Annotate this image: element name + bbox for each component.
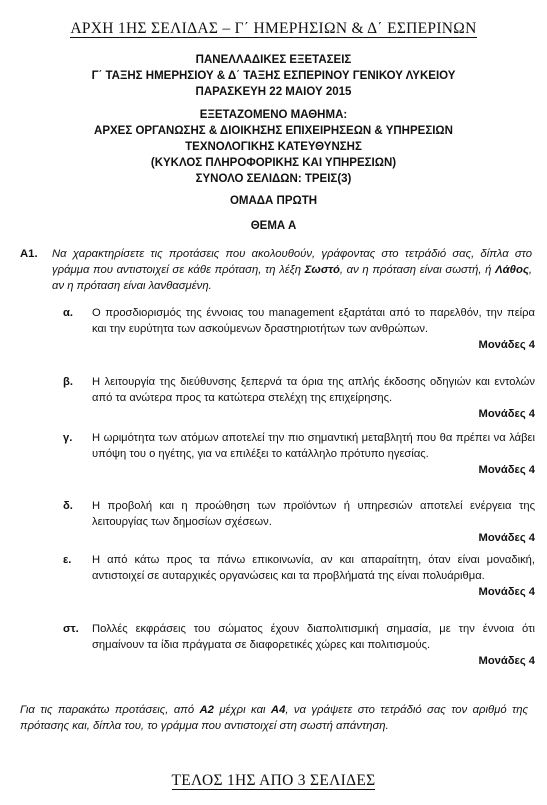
group-title: ΟΜΑΔΑ ΠΡΩΤΗ: [229, 195, 318, 207]
exam-title: ΠΑΝΕΛΛΑΔΙΚΕΣ ΕΞΕΤΑΣΕΙΣ: [195, 54, 352, 66]
statement-epsilon: [63, 552, 535, 600]
total-pages: ΣΥΝΟΛΟ ΣΕΛΙΔΩΝ: ΤΡΕΙΣ(3): [195, 173, 352, 185]
statement-letter: γ.: [63, 432, 73, 444]
statement-marks: Μονάδες 4: [478, 408, 535, 420]
statement-stigma: [63, 621, 535, 669]
word-true: Σωστό: [304, 264, 340, 276]
statement-text: Ο προσδιορισμός της έννοιας του management εξαρτάται από το παρελθόν, την πείρα και την ευρύτητα των ασκούμενων δραστηριοτήτων των ανθρώπων.: [92, 307, 535, 335]
statement-delta: [63, 498, 535, 546]
statement-marks: Μονάδες 4: [478, 339, 535, 351]
exam-date: ΠΑΡΑΣΚΕΥΗ 22 ΜΑΙΟΥ 2015: [195, 86, 352, 98]
statement-text: Η από κάτω προς τα πάνω επικοινωνία, αν και απαραίτητη, όταν είναι μοναδική, αντιστοιχεί σε αυταρχικές οργανώσεις και τα προβλήματά της είναι πολυάριθμα.: [92, 554, 535, 582]
question-a1: [20, 246, 532, 294]
statement-beta: [63, 374, 535, 422]
page-footer-text: ΤΕΛΟΣ 1ΗΣ ΑΠΟ 3 ΣΕΛΙΔΕΣ: [171, 772, 376, 789]
instructions-a2-a4: Για τις παρακάτω προτάσεις, από Α2 μέχρι και Α4, να γράψετε στο τετράδιό σας τον αριθμό της πρότασης και, δίπλα του, το γράμμα που αντιστοιχεί στη σωστή απάντηση.: [20, 704, 528, 732]
statement-letter: δ.: [63, 500, 73, 512]
statement-marks: Μονάδες 4: [478, 586, 535, 598]
subject-line-3: (ΚΥΚΛΟΣ ΠΛΗΡΟΦΟΡΙΚΗΣ ΚΑΙ ΥΠΗΡΕΣΙΩΝ): [150, 157, 397, 169]
subject-label: ΕΞΕΤΑΖΟΜΕΝΟ ΜΑΘΗΜΑ:: [199, 109, 348, 121]
page-header-text: ΑΡΧΗ 1ΗΣ ΣΕΛΙΔΑΣ – Γ΄ ΗΜΕΡΗΣΙΩΝ & Δ΄ ΕΣΠΕΡΙΝΩΝ: [70, 20, 477, 37]
statement-letter: στ.: [63, 623, 79, 635]
statement-letter: α.: [63, 307, 73, 319]
statement-marks: Μονάδες 4: [478, 532, 535, 544]
statement-text: Η προβολή και η προώθηση των προϊόντων ή υπηρεσιών αποτελεί ενέργεια της λειτουργίας των δημοσίων σχέσεων.: [92, 500, 535, 528]
statement-text: Η ωριμότητα των ατόμων αποτελεί την πιο σημαντική μεταβλητή που θα πρέπει να λάβει υπόψη του ο ηγέτης, για να επιλέξει το κατάλληλο πρότυπο ηγεσίας.: [92, 432, 535, 460]
subject-line-1: ΑΡΧΕΣ ΟΡΓΑΝΩΣΗΣ & ΔΙΟΙΚΗΣΗΣ ΕΠΙΧΕΙΡΗΣΕΩΝ & ΥΠΗΡΕΣΙΩΝ: [94, 125, 453, 137]
statement-letter: ε.: [63, 554, 72, 566]
subject-line-2: ΤΕΧΝΟΛΟΓΙΚΗΣ ΚΑΤΕΥΘΥΝΣΗΣ: [185, 141, 362, 153]
page-footer: [0, 772, 547, 790]
ref-a4: Α4: [270, 704, 286, 716]
question-a1-instructions: Να χαρακτηρίσετε τις προτάσεις που ακολουθούν, γράφοντας στο τετράδιό σας, δίπλα στο γράμμα που αντιστοιχεί σε κάθε πρόταση, τη λέξη Σωστό, αν η πρόταση είναι σωστή, ή Λάθος, αν η πρόταση είναι λανθασμένη.: [52, 248, 533, 292]
word-false: Λάθος: [495, 264, 529, 276]
statement-text: Η λειτουργία της διεύθυνσης ξεπερνά τα όρια της απλής έκδοσης οδηγιών και εντολών από τα ανώτερα προς τα κατώτερα στελέχη της επιχείρησης.: [92, 376, 535, 404]
statement-gamma: [63, 430, 535, 478]
statement-text: Πολλές εκφράσεις του σώματος έχουν διαπολιτισμική σημασία, με την έννοια ότι σημαίνουν τα ίδια πράγματα σε διαφορετικές χώρες και πολιτισμούς.: [92, 623, 535, 651]
exam-header: [0, 52, 547, 187]
statement-marks: Μονάδες 4: [478, 464, 535, 476]
exam-class: Γ΄ ΤΑΞΗΣ ΗΜΕΡΗΣΙΟΥ & Δ΄ ΤΑΞΗΣ ΕΣΠΕΡΙΝΟΥ ΓΕΝΙΚΟΥ ΛΥΚΕΙΟΥ: [91, 70, 456, 82]
statement-letter: β.: [63, 376, 73, 388]
ref-a2: Α2: [199, 704, 214, 716]
theme-title: ΘΕΜΑ Α: [250, 220, 297, 232]
statement-alpha: [63, 305, 535, 353]
question-a1-label: Α1.: [20, 248, 38, 260]
page-header: [0, 20, 547, 38]
statement-marks: Μονάδες 4: [478, 655, 535, 667]
